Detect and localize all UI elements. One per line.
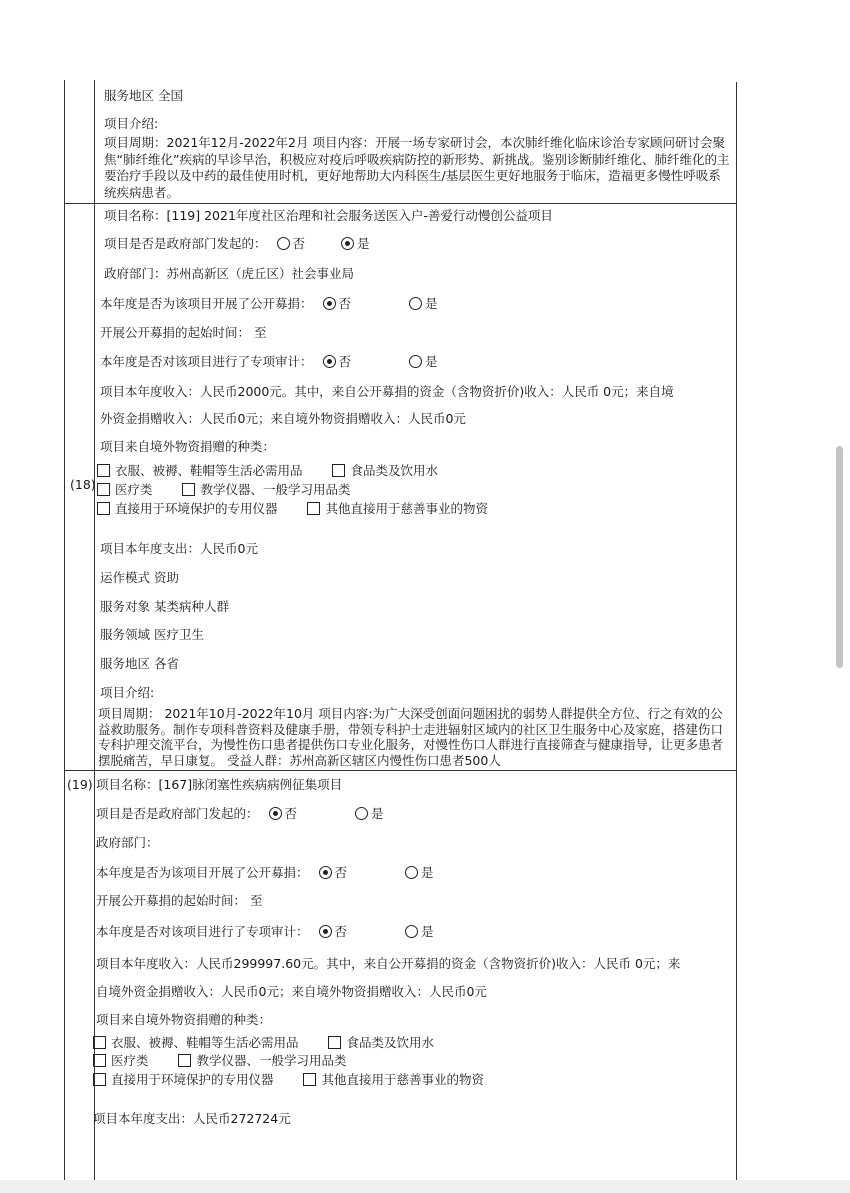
gov-question-label: 项目是否是政府部门发起的： <box>104 236 267 251</box>
gov-yes-radio[interactable] <box>341 237 354 250</box>
project-19-fund-start: 开展公开募捐的起始时间： 至 <box>96 893 263 908</box>
project-18-name: 项目名称：[119] 2021年度社区治理和社会服务送医入户-善爱行动慢创公益项目 <box>104 208 553 223</box>
project-18-expense: 项目本年度支出：人民币0元 <box>100 541 258 556</box>
project-18-fund-start: 开展公开募捐的起始时间： 至 <box>100 325 267 340</box>
project-19-number: (19) <box>67 777 93 792</box>
clothing-label: 衣服、被褥、鞋帽等生活必需用品 <box>115 463 303 478</box>
env-checkbox[interactable] <box>93 1073 106 1086</box>
project-18-types-label: 项目来自境外物资捐赠的种类： <box>100 439 276 454</box>
project-18-income-line-1: 项目本年度收入：人民币2000元。其中，来自公开募捐的资金（含物资折价)收入：人民币 0元；来自境 <box>100 384 674 399</box>
env-checkbox[interactable] <box>97 502 110 515</box>
audit-yes-label: 是 <box>424 354 438 369</box>
project-19-gov-question <box>96 806 384 822</box>
gov-no-label: 否 <box>284 806 298 821</box>
fund-question-label: 本年度是否为该项目开展了公开募捐： <box>96 865 309 880</box>
food-checkbox[interactable] <box>332 464 345 477</box>
food-label: 食品类及饮用水 <box>346 1035 434 1050</box>
project-18-mode: 运作模式 资助 <box>100 570 179 585</box>
gov-no-label: 否 <box>292 236 306 251</box>
medical-label: 医疗类 <box>111 1053 149 1068</box>
fund-no-radio[interactable] <box>323 297 336 310</box>
food-checkbox[interactable] <box>328 1036 341 1049</box>
audit-yes-radio[interactable] <box>405 925 418 938</box>
env-label: 直接用于环境保护的专用仪器 <box>111 1072 274 1087</box>
audit-question-label: 本年度是否对该项目进行了专项审计： <box>96 924 309 939</box>
other-checkbox[interactable] <box>307 502 320 515</box>
fund-yes-radio[interactable] <box>405 866 418 879</box>
gov-no-radio[interactable] <box>269 807 282 820</box>
other-label: 其他直接用于慈善事业的物资 <box>325 501 488 516</box>
project-18-type-row-2 <box>97 482 351 498</box>
fund-yes-label: 是 <box>424 296 438 311</box>
project-18-type-row-3 <box>97 501 488 517</box>
project-18-gov-question <box>104 236 370 252</box>
medical-checkbox[interactable] <box>93 1054 106 1067</box>
teaching-label: 教学仪器、一般学习用品类 <box>196 1053 347 1068</box>
env-label: 直接用于环境保护的专用仪器 <box>115 501 278 516</box>
gov-yes-label: 是 <box>370 806 384 821</box>
project-18-type-row-1 <box>97 463 438 479</box>
project-19-type-row-3 <box>93 1072 484 1088</box>
top-intro-text: 项目周期：2021年12月-2022年2月 项目内容：开展一场专家研讨会，本次肺纤维化临床诊治专家顾问研讨会聚焦“肺纤维化”疾病的早诊早治，积极应对疫后呼吸疾病防控的新形势、新挑战。鉴别诊断肺纤维化、肺纤维化的主要治疗手段以及中药的最佳使用时机，更好地帮助大内科医生/基层医生更好地服务于临床，造福更多慢性呼吸系统疾病患者。 <box>104 135 730 200</box>
project-19-types-label: 项目来自境外物资捐赠的种类： <box>96 1012 272 1027</box>
audit-yes-label: 是 <box>420 924 434 939</box>
project-18-target: 服务对象 某类病种人群 <box>100 599 229 614</box>
fund-yes-label: 是 <box>420 865 434 880</box>
teaching-checkbox[interactable] <box>182 483 195 496</box>
project-19-expense: 项目本年度支出：人民币272724元 <box>93 1111 291 1126</box>
project-18-fund-question <box>100 296 438 312</box>
project-19-dept: 政府部门： <box>96 835 159 850</box>
table-right-border <box>736 82 737 1180</box>
vertical-scrollbar[interactable] <box>836 446 843 668</box>
medical-label: 医疗类 <box>115 482 153 497</box>
project-19-fund-question <box>96 865 434 881</box>
top-intro-label: 项目介绍: <box>104 116 159 131</box>
food-label: 食品类及饮用水 <box>350 463 438 478</box>
project-19-type-row-1 <box>93 1035 434 1051</box>
medical-checkbox[interactable] <box>97 483 110 496</box>
row-divider-19 <box>64 770 737 771</box>
gov-yes-radio[interactable] <box>355 807 368 820</box>
audit-question-label: 本年度是否对该项目进行了专项审计： <box>100 354 313 369</box>
project-18-field: 服务领域 医疗卫生 <box>100 627 204 642</box>
table-column-divider <box>94 80 95 1180</box>
clothing-checkbox[interactable] <box>97 464 110 477</box>
project-18-intro-label: 项目介绍: <box>100 685 155 700</box>
teaching-checkbox[interactable] <box>178 1054 191 1067</box>
audit-no-label: 否 <box>334 924 348 939</box>
project-19-income-line-2: 自境外资金捐赠收入：人民币0元；来自境外物资捐赠收入：人民币0元 <box>96 984 487 999</box>
gov-yes-label: 是 <box>356 236 370 251</box>
audit-yes-radio[interactable] <box>409 355 422 368</box>
project-18-region: 服务地区 各省 <box>100 656 179 671</box>
audit-no-radio[interactable] <box>323 355 336 368</box>
project-19-audit-question <box>96 924 434 940</box>
project-18-audit-question <box>100 354 438 370</box>
gov-question-label: 项目是否是政府部门发起的： <box>96 806 259 821</box>
table-left-border <box>64 80 65 1180</box>
project-19-name: 项目名称：[167]脉闭塞性疾病病例征集项目 <box>96 777 343 792</box>
audit-no-label: 否 <box>338 354 352 369</box>
row-divider-18 <box>64 203 737 204</box>
fund-question-label: 本年度是否为该项目开展了公开募捐： <box>100 296 313 311</box>
project-18-number: (18) <box>70 477 96 492</box>
fund-no-radio[interactable] <box>319 866 332 879</box>
project-19-type-row-2 <box>93 1053 347 1069</box>
fund-no-label: 否 <box>334 865 348 880</box>
project-19-income-line-1: 项目本年度收入：人民币299997.60元。其中，来自公开募捐的资金（含物资折价)收入：人民币 0元；来 <box>96 956 681 971</box>
clothing-checkbox[interactable] <box>93 1036 106 1049</box>
audit-no-radio[interactable] <box>319 925 332 938</box>
page-bottom-edge <box>0 1180 850 1193</box>
teaching-label: 教学仪器、一般学习用品类 <box>200 482 351 497</box>
project-18-intro-text: 项目周期： 2021年10月-2022年10月 项目内容:为广大深受创面问题困扰的弱势人群提供全方位、行之有效的公益救助服务。制作专项科普资料及健康手册，带领专科护士走进辐射区域内的社区卫生服务中心及家庭，搭建伤口专科护理交流平台，为慢性伤口患者提供伤口专业化服务，对慢性伤口人群进行直接筛查与健康指导，让更多患者摆脱痛苦，早日康复。 受益人群：苏州高新区辖区内慢性伤口患者500人 <box>98 706 724 768</box>
gov-no-radio[interactable] <box>277 237 290 250</box>
project-18-dept: 政府部门：苏州高新区（虎丘区）社会事业局 <box>104 266 355 281</box>
other-checkbox[interactable] <box>303 1073 316 1086</box>
top-region: 服务地区 全国 <box>104 88 183 103</box>
project-18-income-line-2: 外资金捐赠收入：人民币0元；来自境外物资捐赠收入：人民币0元 <box>100 411 466 426</box>
fund-no-label: 否 <box>338 296 352 311</box>
fund-yes-radio[interactable] <box>409 297 422 310</box>
clothing-label: 衣服、被褥、鞋帽等生活必需用品 <box>111 1035 299 1050</box>
other-label: 其他直接用于慈善事业的物资 <box>321 1072 484 1087</box>
